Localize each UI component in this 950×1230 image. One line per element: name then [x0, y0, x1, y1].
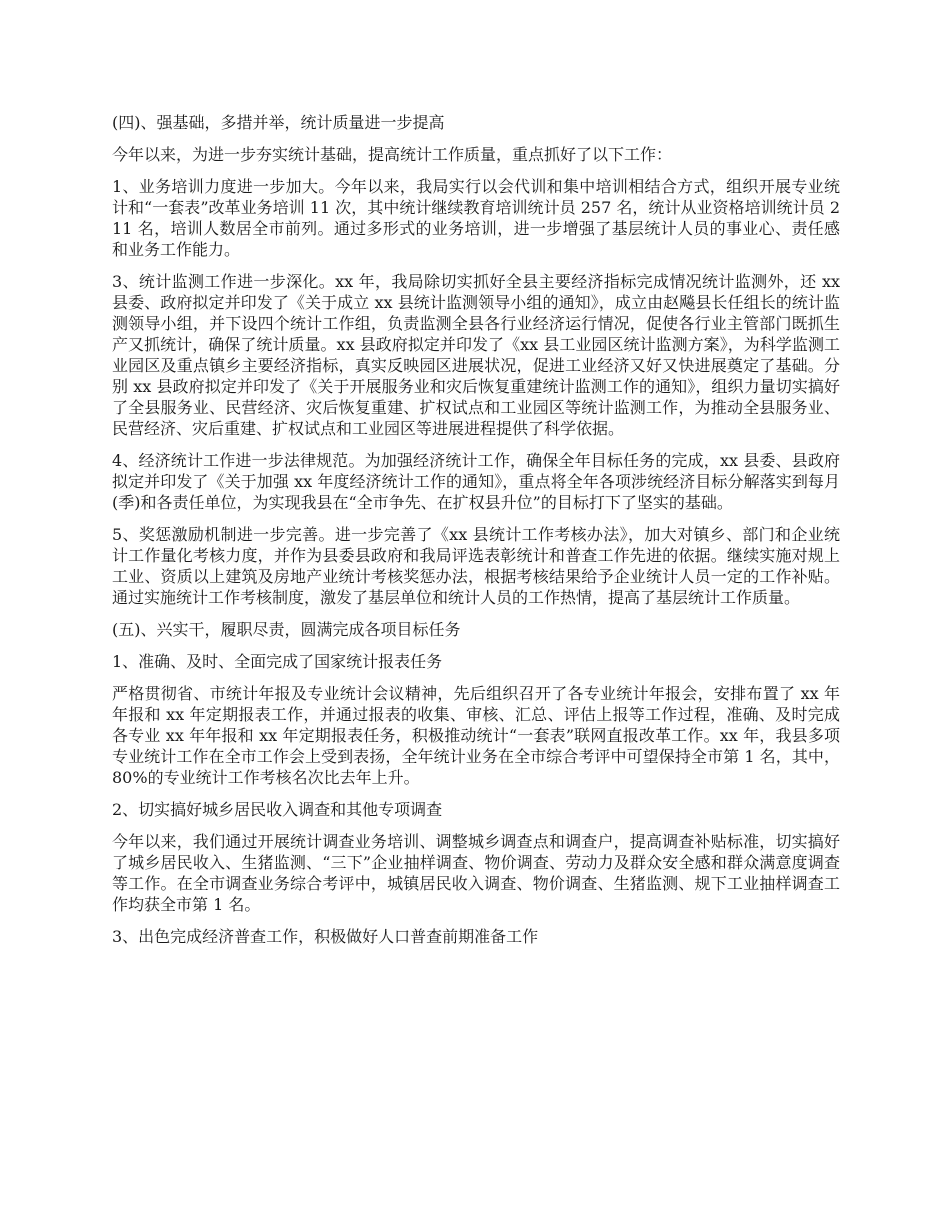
document-page [112, 112, 840, 958]
subheading-income-survey: 2、切实搞好城乡居民收入调查和其他专项调查 [112, 800, 443, 819]
intro-paragraph: 今年以来，为进一步夯实统计基础，提高统计工作质量，重点抓好了以下工作： [112, 145, 673, 164]
section-heading-4: (四)、强基础，多措并举，统计质量进一步提高 [112, 113, 445, 132]
paragraph-incentives: 5、奖惩激励机制进一步完善。进一步完善了《xx 县统计工作考核办法》，加大对镇乡、部门和企业统计工作量化考核力度，并作为县委县政府和我局评选表彰统计和普查工作先进的依据。继续实施对规上工业、资质以上建筑及房地产业统计考核奖惩办法，根据考核结果给予企业统计人员一定的工作补贴。通过实施统计工作考核制度，激发了基层单位和统计人员的工作热情，提高了基层统计工作质量。 [112, 525, 840, 607]
paragraph-monitoring: 3、统计监测工作进一步深化。xx 年，我局除切实抓好全县主要经济指标完成情况统计监测外，还 xx 县委、政府拟定并印发了《关于成立 xx 县统计监测领导小组的通知》，成立由赵飚县长任组长的统计监测领导小组，并下设四个统计工作组，负责监测全县各行业经济运行情况，促使各行业主管部门既抓生产又抓统计，确保了统计质量。xx 县政府拟定并印发了《xx 县工业园区统计监测方案》，为科学监测工业园区及重点镇乡主要经济指标，真实反映园区进展状况，促进工业经济又好又快进展奠定了基础。分别 xx 县政府拟定并印发了《关于开展服务业和灾后恢复重建统计监测工作的通知》，组织力量切实搞好了全县服务业、民营经济、灾后恢复重建、扩权试点和工业园区等统计监测工作，为推动全县服务业、民营经济、灾后重建、扩权试点和工业园区等进展进程提供了科学依据。 [112, 272, 840, 438]
paragraph-economic-statistics: 4、经济统计工作进一步法律规范。为加强经济统计工作，确保全年目标任务的完成，xx 县委、县政府拟定并印发了《关于加强 xx 年度经济统计工作的通知》，重点将全年各项涉统经济目标分解落实到每月(季)和各责任单位，为实现我县在“全市争先、在扩权县升位”的目标打下了坚实的基础。 [112, 451, 840, 512]
paragraph-training: 1、业务培训力度进一步加大。今年以来，我局实行以会代训和集中培训相结合方式，组织开展专业统计和“一套表”改革业务培训 11 次，其中统计继续教育培训统计员 257 名，统计从业资格培训统计员 211 名，培训人数居全市前列。通过多形式的业务培训，进一步增强了基层统计人员的事业心、责任感和业务工作能力。 [112, 177, 840, 259]
paragraph-national-reports: 严格贯彻省、市统计年报及专业统计会议精神，先后组织召开了各专业统计年报会，安排布置了 xx 年年报和 xx 年定期报表工作，并通过报表的收集、审核、汇总、评估上报等工作过程，准确、及时完成各专业 xx 年年报和 xx 年定期报表任务，积极推动统计“一套表”联网直报改革工作。xx 年，我县多项专业统计工作在全市工作会上受到表扬，全年统计业务在全市综合考评中可望保持全市第 1 名，其中，80%的专业统计工作考核名次比去年上升。 [112, 684, 840, 787]
section-heading-5: (五)、兴实干，履职尽责，圆满完成各项目标任务 [112, 620, 461, 639]
paragraph-income-survey: 今年以来，我们通过开展统计调查业务培训、调整城乡调查点和调查户，提高调查补贴标准，切实搞好了城乡居民收入、生猪监测、“三下”企业抽样调查、物价调查、劳动力及群众安全感和群众满意度调查等工作。在全市调查业务综合考评中，城镇居民收入调查、物价调查、生猪监测、规下工业抽样调查工作均获全市第 1 名。 [112, 832, 840, 914]
subheading-national-reports: 1、准确、及时、全面完成了国家统计报表任务 [112, 652, 443, 671]
subheading-census: 3、出色完成经济普查工作，积极做好人口普查前期准备工作 [112, 927, 539, 946]
